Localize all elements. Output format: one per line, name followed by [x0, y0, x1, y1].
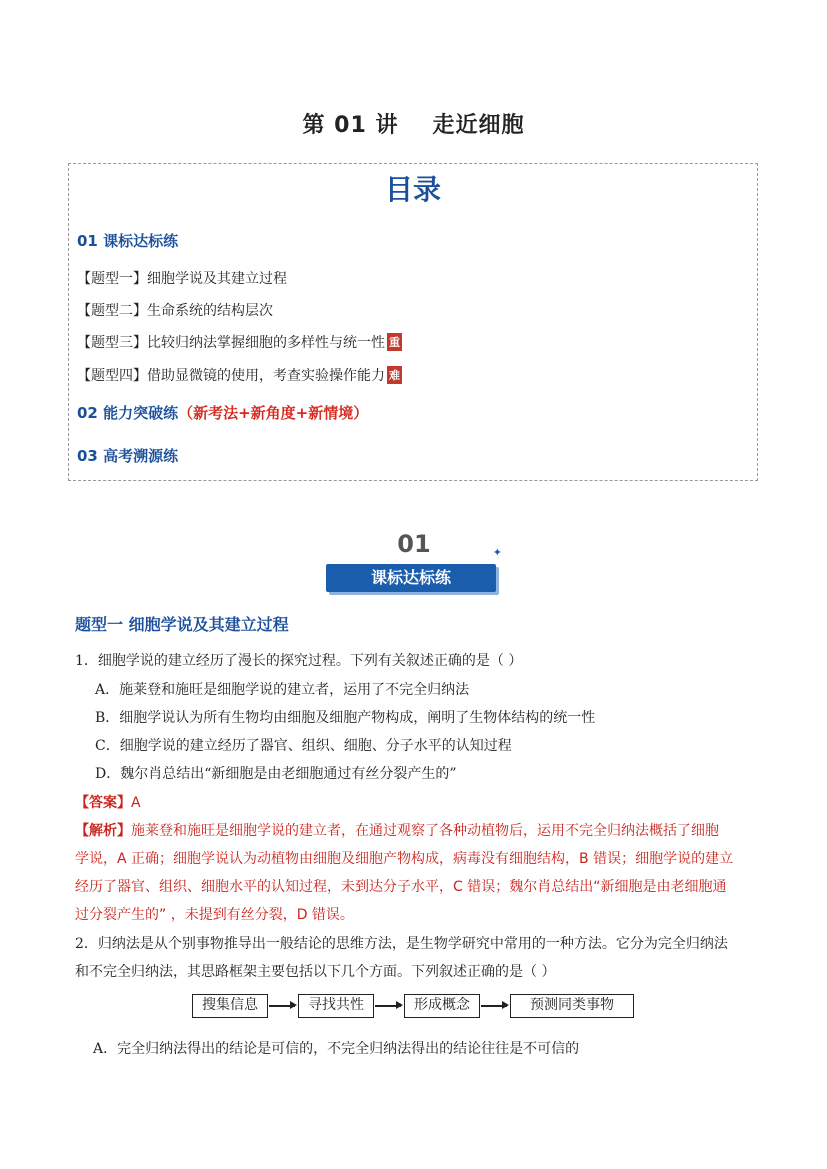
lecture-title — [0, 108, 827, 139]
sparkle-icon: ✦ — [492, 546, 502, 559]
flow-step-3: 形成概念 — [404, 994, 480, 1018]
question-type-heading: 题型一 细胞学说及其建立过程 — [75, 615, 289, 634]
q1-answer — [75, 792, 141, 812]
toc-item-2[interactable] — [77, 300, 273, 320]
q1-option-c: C．细胞学说的建立经历了器官、组织、细胞、分子水平的认知过程 — [95, 738, 512, 754]
toc-section-2-label: 02 能力突破练 — [77, 404, 179, 422]
table-of-contents — [68, 163, 758, 481]
explanation-label: 【解析】 — [75, 823, 131, 839]
arrow-right-icon — [269, 1005, 295, 1007]
q2-stem-line-2: 和不完全归纳法，其思路框架主要包括以下几个方面。下列叙述正确的是（ ） — [75, 964, 556, 980]
q1-option-a: A．施莱登和施旺是细胞学说的建立者，运用了不完全归纳法 — [95, 682, 470, 698]
toc-section-3[interactable]: 03 高考溯源练 — [77, 447, 179, 465]
flow-step-2: 寻找共性 — [298, 994, 374, 1018]
section-number: 01 — [397, 530, 431, 558]
flow-step-1: 搜集信息 — [192, 994, 268, 1018]
q1-explanation-line-2: 学说，A 正确；细胞学说认为动植物由细胞及细胞产物构成，病毒没有细胞结构，B 错误；细胞学说的建立 — [75, 851, 734, 867]
answer-label: 【答案】 — [75, 795, 131, 811]
q1-option-b: B．细胞学说认为所有生物均由细胞及细胞产物构成，阐明了生物体结构的统一性 — [95, 710, 596, 726]
toc-section-1[interactable]: 01 课标达标练 — [77, 232, 179, 250]
q1-explanation-line-4: 过分裂产生的” ，未提到有丝分裂，D 错误。 — [75, 907, 354, 923]
toc-section-2-note: （新考法+新角度+新情境） — [178, 404, 369, 422]
q1-stem: 1．细胞学说的建立经历了漫长的探究过程。下列有关叙述正确的是（ ） — [75, 653, 523, 669]
toc-item-label: 【题型四】借助显微镜的使用，考查实验操作能力 — [77, 368, 385, 384]
lecture-topic: 走近细胞 — [432, 113, 525, 138]
toc-heading: 目录 — [384, 173, 441, 206]
lecture-number: 第 01 讲 — [302, 113, 399, 138]
toc-item-label: 【题型一】细胞学说及其建立过程 — [77, 271, 287, 287]
q2-stem-line-1: 2．归纳法是从个别事物推导出一般结论的思维方法，是生物学研究中常用的一种方法。它分为完全归纳法 — [75, 936, 728, 952]
toc-section-2[interactable] — [77, 402, 368, 423]
toc-item-4[interactable] — [77, 365, 402, 385]
flow-step-4: 预测同类事物 — [510, 994, 634, 1018]
q1-explanation-line-3: 经历了器官、组织、细胞水平的认知过程，未到达分子水平，C 错误；魏尔肖总结出“新细胞是由老细胞通 — [75, 879, 727, 895]
q2-option-a: A．完全归纳法得出的结论是可信的，不完全归纳法得出的结论往往是不可信的 — [93, 1041, 580, 1057]
answer-value: A — [131, 795, 141, 811]
section-badge — [326, 530, 502, 600]
induction-flow-diagram — [192, 994, 636, 1020]
arrow-right-icon — [481, 1005, 507, 1007]
toc-item-label: 【题型三】比较归纳法掌握细胞的多样性与统一性 — [77, 335, 385, 351]
section-label: 课标达标练 — [326, 564, 496, 592]
toc-item-3[interactable] — [77, 332, 402, 352]
arrow-right-icon — [375, 1005, 401, 1007]
key-point-tag: 重 — [387, 333, 402, 351]
toc-item-1[interactable] — [77, 268, 287, 288]
difficult-tag: 难 — [387, 366, 402, 384]
q1-option-d: D．魏尔肖总结出“新细胞是由老细胞通过有丝分裂产生的” — [95, 766, 457, 782]
toc-item-label: 【题型二】生命系统的结构层次 — [77, 303, 273, 319]
explanation-text: 施莱登和施旺是细胞学说的建立者，在通过观察了各种动植物后，运用不完全归纳法概括了细胞 — [131, 823, 719, 839]
q1-explanation-line-1 — [75, 820, 719, 840]
